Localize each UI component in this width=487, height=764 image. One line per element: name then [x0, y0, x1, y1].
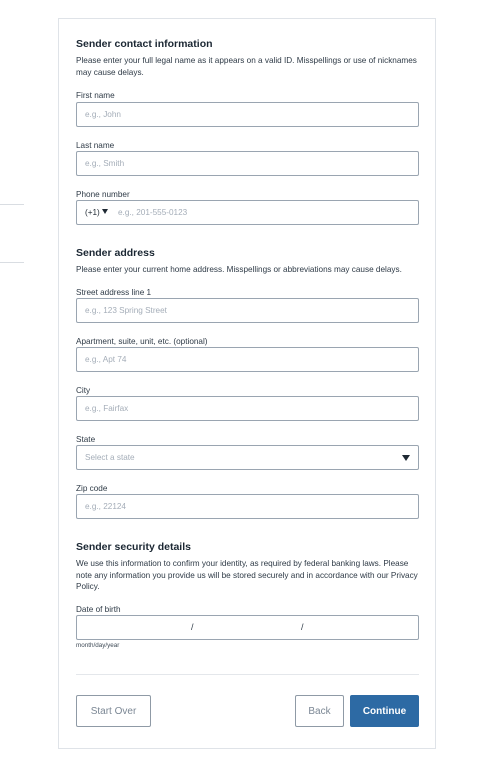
- country-code-select[interactable]: [85, 201, 108, 224]
- zip-label: Zip code: [76, 484, 108, 493]
- background-divider: [0, 262, 24, 263]
- last-name-input[interactable]: [77, 152, 418, 175]
- street-field: [76, 298, 419, 323]
- phone-input-wrapper: [110, 201, 418, 224]
- phone-field: [76, 200, 419, 225]
- dob-day-input[interactable]: [201, 616, 301, 639]
- street-input[interactable]: [77, 299, 418, 322]
- apartment-input[interactable]: [77, 348, 418, 371]
- dob-year-input[interactable]: [311, 616, 418, 639]
- dob-label: Date of birth: [76, 605, 121, 614]
- chevron-down-icon: [402, 455, 410, 461]
- last-name-label: Last name: [76, 141, 115, 150]
- security-section-description: We use this information to confirm your identity, as required by federal banking laws. Please note any information you provide us will be stored securely and in accordance with our Privacy Policy.: [76, 559, 418, 591]
- contact-section-description: Please enter your full legal name as it appears on a valid ID. Misspellings or use of nicknames may cause delays.: [76, 56, 417, 77]
- zip-input[interactable]: [77, 495, 418, 518]
- dob-format-hint: month/day/year: [76, 642, 120, 649]
- zip-field: [76, 494, 419, 519]
- phone-input[interactable]: [110, 201, 418, 224]
- sender-form-card: [58, 18, 436, 749]
- contact-section-title: Sender contact information: [76, 38, 213, 50]
- city-field: [76, 396, 419, 421]
- start-over-button[interactable]: Start Over: [76, 695, 151, 727]
- first-name-input[interactable]: [77, 103, 418, 126]
- phone-label: Phone number: [76, 190, 130, 199]
- back-button[interactable]: Back: [295, 695, 344, 727]
- apartment-field: [76, 347, 419, 372]
- street-label: Street address line 1: [76, 288, 152, 297]
- chevron-down-icon: [102, 209, 108, 214]
- state-select-value: Select a state: [85, 453, 135, 462]
- security-section-title: Sender security details: [76, 541, 191, 553]
- state-select[interactable]: [76, 445, 419, 470]
- last-name-field: [76, 151, 419, 176]
- city-input[interactable]: [77, 397, 418, 420]
- background-divider: [0, 204, 24, 205]
- first-name-label: First name: [76, 91, 115, 100]
- address-section-title: Sender address: [76, 247, 155, 259]
- dob-month-input[interactable]: [77, 616, 191, 639]
- dob-separator: /: [301, 622, 304, 632]
- address-section-description: Please enter your current home address. Misspellings or abbreviations may cause delays.: [76, 265, 402, 274]
- continue-button[interactable]: Continue: [350, 695, 419, 727]
- first-name-field: [76, 102, 419, 127]
- dob-field: [76, 615, 419, 640]
- state-label: State: [76, 435, 96, 444]
- country-code-value: (+1): [85, 208, 100, 217]
- dob-separator: /: [191, 622, 194, 632]
- city-label: City: [76, 386, 91, 395]
- apartment-label: Apartment, suite, unit, etc. (optional): [76, 337, 208, 346]
- form-divider: [76, 674, 419, 675]
